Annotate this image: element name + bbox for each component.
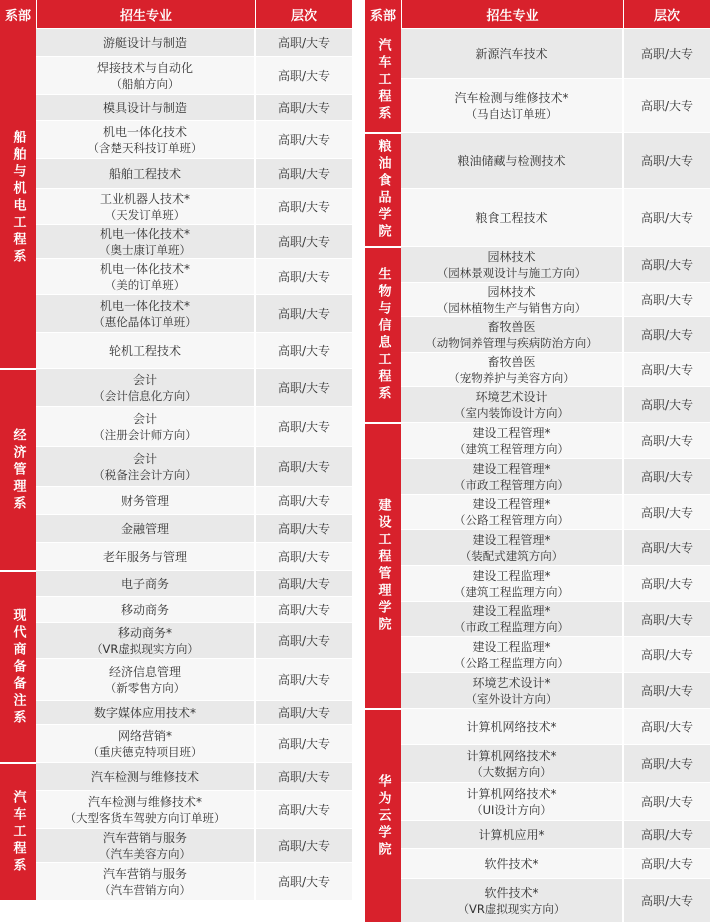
table-row [401,282,710,316]
major-direction: （市政工程监理方向） [454,620,569,634]
major-direction: （新零售方向） [104,680,186,695]
table-row [401,422,710,458]
table-row [401,672,710,708]
level-cell: 高职/大专 [640,328,694,342]
major-cell [36,407,256,446]
major-name: 园林技术 [487,249,536,264]
major-cell [401,247,624,282]
level-cell: 高职/大专 [277,673,331,687]
table-row [401,494,710,529]
table-row [36,486,352,514]
dept-name: 船舶与机电工程系 [10,130,26,266]
major-name: 建设工程监理* [472,604,551,618]
enrollment-table-right [365,0,710,922]
major-name: 粮食工程技术 [475,210,548,225]
table-row [401,28,710,78]
level-cell: 高职/大专 [277,133,331,147]
level-cell: 高职/大专 [640,795,694,809]
table-row [401,529,710,565]
major-direction: （VR虚拟现实方向） [457,901,566,916]
table-row [36,258,352,294]
level-cell: 高职/大专 [640,398,694,412]
dept-name: 粮油食品学院 [375,139,391,241]
table-row [401,458,710,494]
major-name: 建设工程监理* [472,568,551,583]
major-name: 数字媒体应用技术* [93,705,196,720]
table-row [36,828,352,862]
level-cell: 高职/大专 [277,460,331,474]
major-name: 计算机网络技术* [466,748,557,763]
major-cell [36,447,256,486]
major-name: 计算机网络技术* [466,786,557,801]
major-cell [401,317,624,352]
major-name: 建设工程管理* [472,461,551,476]
level-cell: 高职/大专 [640,434,694,448]
table-row [36,332,352,368]
table-row [36,28,352,56]
table-row [401,386,710,422]
major-cell [36,159,256,188]
major-direction: （汽车营销方向） [99,882,191,897]
major-cell [36,121,256,158]
major-direction: （公路工程监理方向） [454,655,569,670]
major-cell [36,369,256,406]
header-dept: 系部 [0,0,37,28]
table-row [36,790,352,828]
major-name: 游艇设计与制造 [102,35,187,50]
major-direction: （汽车美容方向） [99,846,191,861]
major-cell [401,79,624,132]
major-direction: （重庆德克特项目班） [87,744,203,759]
table-body [0,28,352,900]
major-cell [401,566,624,601]
table-header [365,0,710,28]
level-cell: 高职/大专 [640,757,694,771]
major-direction: （装配式建筑方向） [459,548,564,563]
level-cell: 高职/大专 [640,47,694,61]
dept-cell [0,28,36,368]
major-direction: （公路工程管理方向） [454,513,569,527]
major-cell [36,543,256,570]
level-cell: 高职/大专 [277,101,331,115]
major-cell [36,29,256,56]
table-row [401,782,710,820]
major-name: 园林技术 [487,284,536,299]
major-name: 模具设计与制造 [102,100,187,115]
major-name: 粮油储藏与检测技术 [457,153,566,168]
major-cell [401,423,624,458]
dept-name: 汽车工程系 [10,789,26,875]
table-row [36,406,352,446]
dept-cell [365,246,401,422]
major-cell [401,29,624,78]
table-row [401,188,710,246]
major-name: 网络营销* [117,728,172,743]
major-cell [401,745,624,782]
level-cell: 高职/大专 [277,344,331,358]
major-name: 软件技术* [484,885,539,900]
table-row [36,446,352,486]
table-row [401,820,710,848]
dept-cell [365,28,401,132]
level-cell: 高职/大专 [640,612,694,627]
major-direction: （室内装饰设计方向） [454,405,569,420]
major-cell [36,725,256,762]
table-row [401,316,710,352]
major-name: 计算机网络技术* [466,719,557,734]
major-name: 机电一体化技术* [99,261,190,276]
table-row [36,56,352,94]
dept-name: 现代商备备注系 [10,607,26,727]
major-direction: （会计信息化方向） [93,388,197,403]
major-cell [401,387,624,422]
major-cell [401,849,624,878]
table-row [36,622,352,658]
level-cell: 高职/大专 [640,258,694,272]
table-row [36,724,352,762]
major-direction: （税备注会计方向） [93,467,197,482]
major-cell [401,602,624,636]
table-row [36,514,352,542]
major-direction: （建筑工程监理方向） [454,584,569,599]
major-direction: （天发订单班） [104,207,186,222]
level-cell: 高职/大专 [640,211,694,225]
table-row [401,565,710,601]
table-row [36,596,352,622]
dept-name: 生物与信息工程系 [375,267,391,403]
major-direction: （建筑工程管理方向） [454,441,569,456]
level-cell: 高职/大专 [277,603,331,617]
major-name: 工业机器人技术* [99,191,190,206]
level-cell: 高职/大专 [640,828,694,842]
major-name: 汽车营销与服务 [102,866,187,881]
major-name: 畜牧兽医 [487,354,536,369]
table-row [36,120,352,158]
level-cell: 高职/大专 [277,839,331,853]
major-name: 环境艺术设计* [472,675,551,690]
major-cell [36,571,256,596]
major-direction: （UI设计方向） [471,802,552,817]
level-cell: 高职/大专 [277,270,331,284]
dept-name: 华为云学院 [375,773,391,859]
level-cell: 高职/大专 [640,154,694,168]
major-name: 机电一体化技术 [102,124,187,139]
dept-column [365,28,401,922]
major-cell [401,673,624,708]
major-cell [401,530,624,565]
major-cell [36,829,256,862]
major-cell [36,701,256,724]
dept-cell [365,132,401,246]
table-row [36,700,352,724]
major-name: 焊接技术与自动化 [96,60,193,75]
major-cell [36,863,256,900]
table-row [401,848,710,878]
major-cell [36,659,256,700]
major-direction: （园林植物生产与销售方向） [436,300,587,315]
level-cell: 高职/大专 [277,550,331,564]
major-name: 建设工程监理* [472,639,551,654]
major-cell [36,57,256,94]
major-name: 汽车检测与维修技术 [90,769,199,784]
major-name: 船舶工程技术 [108,166,181,181]
major-cell [401,709,624,744]
major-name: 建设工程管理* [472,532,551,547]
level-cell: 高职/大专 [277,522,331,536]
level-cell: 高职/大专 [277,803,331,817]
major-name: 建设工程管理* [472,425,551,440]
major-name: 会计 [132,372,157,387]
major-name: 经济信息管理 [108,664,181,679]
dept-name: 汽车工程系 [375,37,391,123]
table-body [365,28,710,922]
major-name: 电子商务 [120,576,169,591]
major-cell [36,189,256,224]
major-cell [36,597,256,622]
header-level: 层次 [653,8,680,24]
level-cell: 高职/大专 [277,381,331,395]
table-row [401,708,710,744]
level-cell: 高职/大专 [640,541,694,555]
table-row [401,352,710,386]
header-major: 招生专业 [37,0,256,28]
major-name: 汽车检测与维修技术* [454,90,569,105]
major-cell [36,623,256,658]
dept-name: 建设工程管理学院 [375,498,391,634]
level-cell: 高职/大专 [277,770,331,784]
level-cell: 高职/大专 [640,894,694,908]
level-cell: 高职/大专 [640,293,694,307]
table-row [36,368,352,406]
major-name: 财务管理 [120,493,169,508]
major-cell [401,189,624,246]
major-name: 移动商务* [117,625,172,640]
major-name: 汽车检测与维修技术* [87,794,202,809]
dept-column [0,28,36,900]
major-direction: （马自达订单班） [465,106,558,121]
dept-cell [0,368,36,570]
dept-cell [365,422,401,708]
major-cell [36,225,256,258]
header-major: 招生专业 [402,0,624,28]
major-name: 轮机工程技术 [108,343,181,358]
level-cell: 高职/大专 [640,684,694,698]
major-cell [401,133,624,188]
level-cell: 高职/大专 [277,494,331,508]
level-cell: 高职/大专 [277,235,331,249]
major-direction: （大数据方向） [471,764,552,779]
major-cell [36,487,256,514]
table-row [401,744,710,782]
table-row [401,636,710,672]
table-row [36,224,352,258]
major-cell [36,295,256,332]
major-cell [36,333,256,368]
level-cell: 高职/大专 [277,307,331,321]
table-row [36,158,352,188]
table-row [401,132,710,188]
major-cell [401,495,624,529]
major-direction: （惠伦晶体订单班） [93,314,197,329]
level-cell: 高职/大专 [277,200,331,214]
major-name: 畜牧兽医 [487,319,536,334]
table-row [36,294,352,332]
major-name: 会计 [132,451,157,466]
enrollment-table-left [0,0,352,900]
major-cell [36,95,256,120]
header-level: 层次 [290,8,317,24]
major-cell [401,459,624,494]
level-cell: 高职/大专 [277,420,331,434]
level-cell: 高职/大专 [277,706,331,720]
major-direction: （动物饲养管理与疾病防治方向） [425,335,598,350]
major-cell [401,283,624,316]
major-name: 软件技术* [484,856,539,871]
major-name: 汽车营销与服务 [102,830,187,845]
major-name: 老年服务与管理 [102,549,187,564]
level-cell: 高职/大专 [277,737,331,751]
table-row [36,188,352,224]
major-cell [401,879,624,922]
dept-cell [365,708,401,922]
major-direction: （美的订单班） [104,277,186,292]
header-dept: 系部 [365,0,402,28]
level-cell: 高职/大专 [640,720,694,734]
level-cell: 高职/大专 [640,648,694,662]
major-direction: （宠物养护与美容方向） [448,370,575,385]
dept-cell [0,570,36,762]
major-cell [401,783,624,820]
major-direction: （注册会计师方向） [93,427,197,442]
major-direction: （含楚天科技订单班） [87,140,203,155]
table-row [401,246,710,282]
table-row [401,601,710,636]
level-cell: 高职/大专 [277,634,331,648]
level-cell: 高职/大专 [640,505,694,520]
major-direction: （奥士康订单班） [99,242,191,257]
table-row [36,862,352,900]
major-cell [36,791,256,828]
level-cell: 高职/大专 [277,875,331,889]
table-row [36,762,352,790]
level-cell: 高职/大专 [640,857,694,871]
level-cell: 高职/大专 [640,470,694,484]
major-direction: （园林景观设计与施工方向） [436,265,587,280]
major-cell [401,821,624,848]
dept-name: 经济管理系 [10,427,26,513]
table-row [401,78,710,132]
major-direction: （室外设计方向） [465,691,558,706]
major-name: 金融管理 [120,521,169,536]
dept-cell [0,762,36,900]
major-cell [401,637,624,672]
major-cell [36,515,256,542]
table-row [36,94,352,120]
level-cell: 高职/大专 [277,36,331,50]
major-direction: （船舶方向） [110,76,180,91]
major-cell [36,763,256,790]
level-cell: 高职/大专 [640,363,694,377]
table-header [0,0,352,28]
major-name: 机电一体化技术* [99,226,190,241]
level-cell: 高职/大专 [640,577,694,591]
major-name: 会计 [132,411,157,426]
major-rows [401,28,710,922]
major-name: 移动商务 [120,602,169,617]
major-name: 建设工程管理* [472,497,551,511]
level-cell: 高职/大专 [277,577,331,591]
major-cell [401,353,624,386]
level-cell: 高职/大专 [277,69,331,83]
major-rows [36,28,352,900]
table-row [36,542,352,570]
major-name: 环境艺术设计 [475,389,548,404]
major-direction: （市政工程管理方向） [454,477,569,492]
major-name: 计算机应用* [478,827,545,842]
table-row [36,570,352,596]
table-row [401,878,710,922]
major-direction: （VR虚拟现实方向） [91,641,199,656]
level-cell: 高职/大专 [277,167,331,181]
major-cell [36,259,256,294]
level-cell: 高职/大专 [640,99,694,113]
table-row [36,658,352,700]
major-name: 新源汽车技术 [475,46,548,61]
major-name: 机电一体化技术* [99,298,190,313]
major-direction: （大型客货车驾驶方向订单班） [64,810,226,825]
